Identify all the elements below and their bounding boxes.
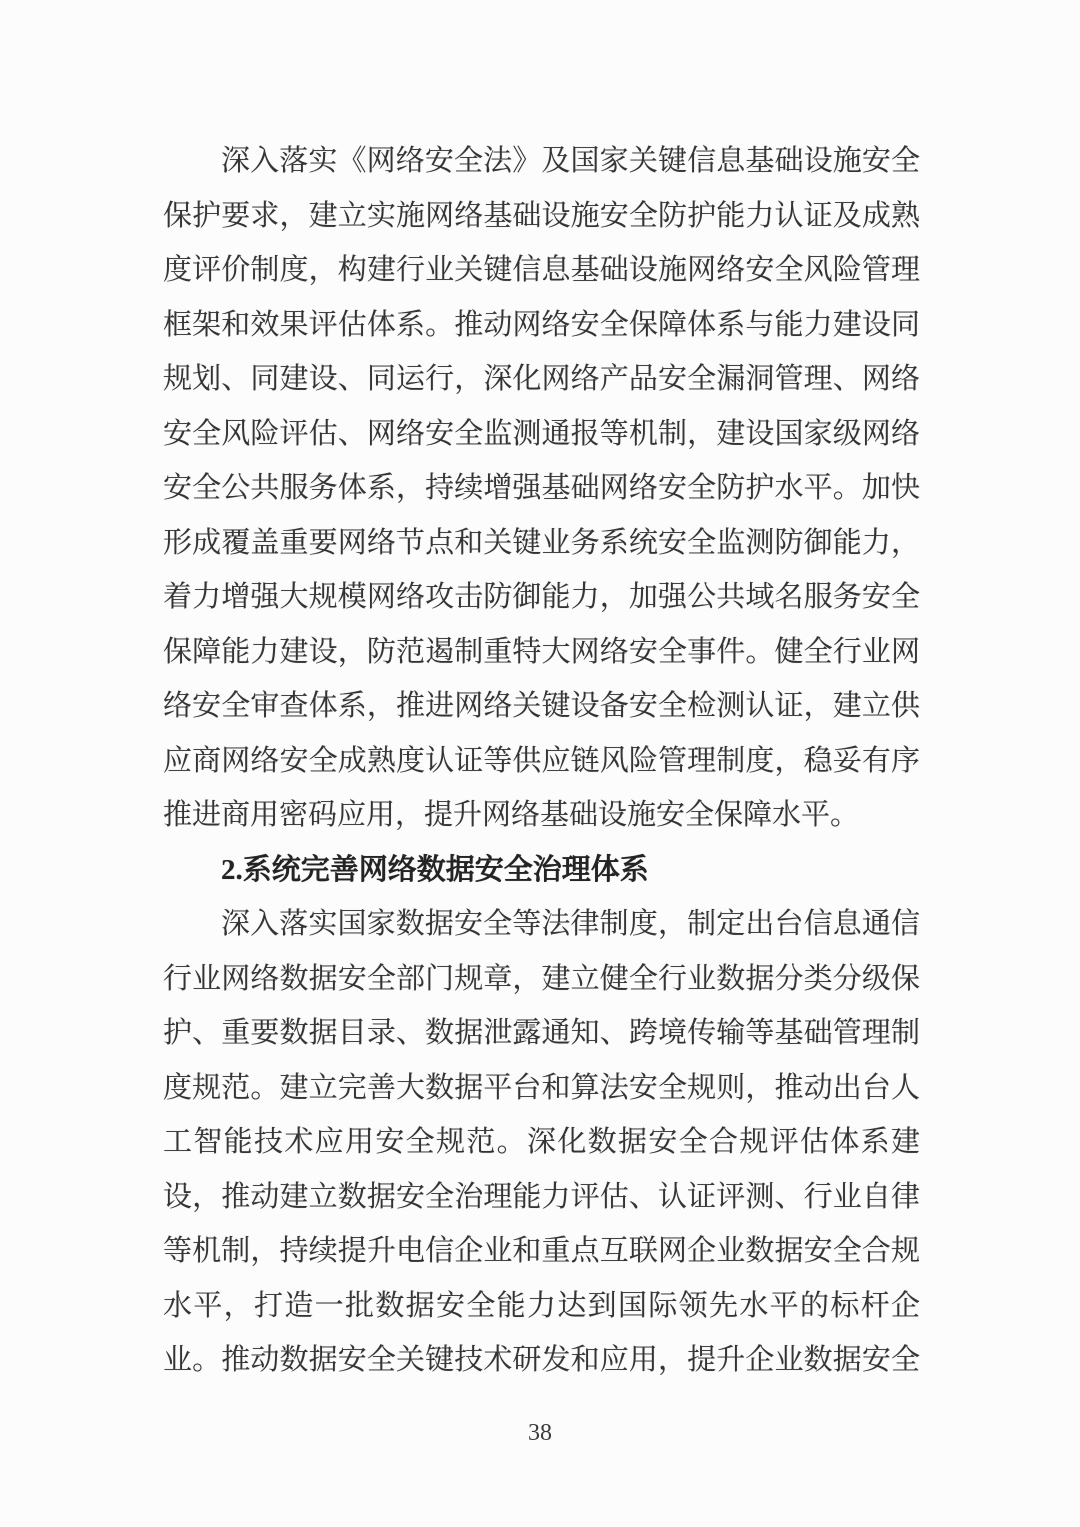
- text-line: 保护要求，建立实施网络基础设施安全防护能力认证及成熟: [163, 199, 920, 232]
- text-line: 着力增强大规模网络攻击防御能力，加强公共域名服务安全: [163, 581, 920, 613]
- text-line: 度评价制度，构建行业关键信息基础设施网络安全风险管理: [163, 254, 920, 286]
- section-heading: 2.系统完善网络数据安全治理体系: [221, 853, 649, 886]
- text-line: 规划、同建设、同运行，深化网络产品安全漏洞管理、网络: [163, 363, 920, 395]
- text-line: 形成覆盖重要网络节点和关键业务系统安全监测防御能力，: [163, 526, 920, 559]
- text-line: 设，推动建立数据安全治理能力评估、认证评测、行业自律: [163, 1180, 920, 1213]
- text-line: 框架和效果评估体系。推动网络安全保障体系与能力建设同: [163, 308, 920, 341]
- text-line: 行业网络数据安全部门规章，建立健全行业数据分类分级保: [163, 962, 920, 995]
- text-line: 保障能力建设，防范遏制重特大网络安全事件。健全行业网: [163, 635, 920, 668]
- page-body-text: [163, 134, 920, 1388]
- text-line: 工智能技术应用安全规范。深化数据安全合规评估体系建: [163, 1126, 920, 1158]
- text-line: 业。推动数据安全关键技术研发和应用，提升企业数据安全: [163, 1344, 920, 1376]
- text-line: 水平，打造一批数据安全能力达到国际领先水平的标杆企: [163, 1289, 920, 1322]
- text-line: 深入落实国家数据安全等法律制度，制定出台信息通信: [221, 908, 920, 940]
- text-line: 等机制，持续提升电信企业和重点互联网企业数据安全合规: [163, 1235, 920, 1267]
- text-line: 推进商用密码应用，提升网络基础设施安全保障水平。: [163, 799, 860, 831]
- text-line: 安全公共服务体系，持续增强基础网络安全防护水平。加快: [163, 472, 920, 504]
- text-line: 络安全审查体系，推进网络关键设备安全检测认证，建立供: [163, 690, 920, 722]
- text-line: 应商网络安全成熟度认证等供应链风险管理制度，稳妥有序: [163, 744, 920, 777]
- text-line: 深入落实《网络安全法》及国家关键信息基础设施安全: [221, 145, 920, 177]
- text-line: 安全风险评估、网络安全监测通报等机制，建设国家级网络: [163, 417, 920, 450]
- page-number: 38: [528, 1420, 552, 1446]
- text-line: 度规范。建立完善大数据平台和算法安全规则，推动出台人: [163, 1071, 920, 1104]
- text-line: 护、重要数据目录、数据泄露通知、跨境传输等基础管理制: [163, 1017, 920, 1049]
